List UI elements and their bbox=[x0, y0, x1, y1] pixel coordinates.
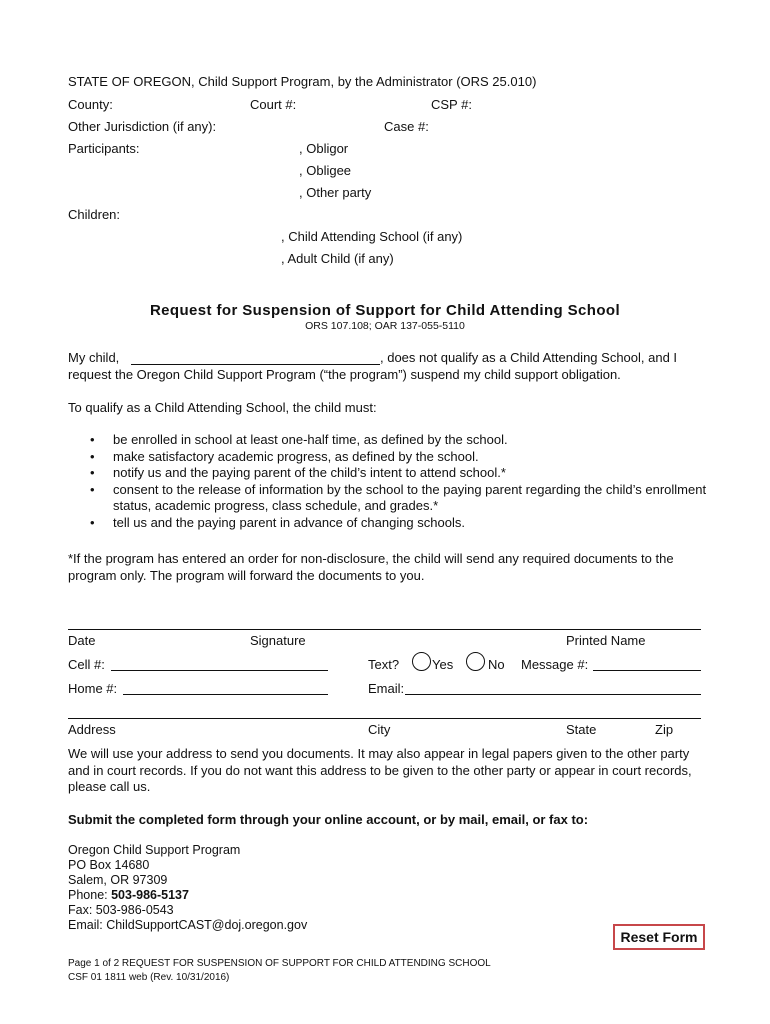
contact-po-box: PO Box 14680 bbox=[68, 858, 150, 872]
court-label: Court #: bbox=[250, 97, 297, 112]
contact-email: Email: ChildSupportCAST@doj.oregon.gov bbox=[68, 918, 308, 932]
list-item: • make satisfactory academic progress, as defined by the school. bbox=[68, 449, 708, 466]
reset-form-button[interactable]: Reset Form bbox=[613, 924, 705, 950]
obligor-label: , Obligor bbox=[299, 141, 349, 156]
phone-number: 503-986-5137 bbox=[111, 888, 189, 902]
nondisclosure-note: *If the program has entered an order for non-disclosure, the child will send any required documents to the program only. The program will forward the documents to you. bbox=[68, 551, 674, 583]
intro-prefix: My child, bbox=[68, 350, 120, 365]
cell-label: Cell #: bbox=[68, 657, 105, 672]
county-label: County: bbox=[68, 97, 113, 112]
contact-org: Oregon Child Support Program bbox=[68, 843, 241, 857]
cell-field[interactable] bbox=[111, 670, 328, 671]
text-yes-radio[interactable] bbox=[412, 652, 431, 671]
printed-name-label: Printed Name bbox=[566, 633, 646, 648]
csp-label: CSP #: bbox=[431, 97, 472, 112]
list-item: • consent to the release of information by the school to the paying parent regarding the child’s enrollment status, academic progress, class schedule, and grades.* bbox=[68, 482, 708, 515]
intro-line2: request the Oregon Child Support Program (“the program”) suspend my child support obligation. bbox=[68, 367, 621, 382]
child-attending-label: , Child Attending School (if any) bbox=[281, 229, 463, 244]
city-label: City bbox=[368, 722, 391, 737]
date-label: Date bbox=[68, 633, 96, 648]
no-label: No bbox=[488, 657, 505, 672]
text-no-radio[interactable] bbox=[466, 652, 485, 671]
footer-page-line: Page 1 of 2 REQUEST FOR SUSPENSION OF SUPPORT FOR CHILD ATTENDING SCHOOL bbox=[68, 958, 491, 969]
state-label: State bbox=[566, 722, 597, 737]
submit-heading: Submit the completed form through your online account, or by mail, email, or fax to: bbox=[68, 812, 589, 827]
address-label: Address bbox=[68, 722, 116, 737]
message-label: Message #: bbox=[521, 657, 589, 672]
phone-label: Phone: bbox=[68, 888, 112, 902]
obligee-label: , Obligee bbox=[299, 163, 352, 178]
other-party-label: , Other party bbox=[299, 185, 372, 200]
address-line[interactable] bbox=[68, 718, 701, 719]
home-field[interactable] bbox=[123, 694, 328, 695]
email-label: Email: bbox=[368, 681, 405, 696]
contact-block bbox=[68, 843, 307, 933]
list-item: • notify us and the paying parent of the child’s intent to attend school.* bbox=[68, 465, 708, 482]
contact-phone bbox=[68, 888, 307, 903]
adult-child-label: , Adult Child (if any) bbox=[281, 251, 394, 266]
footer bbox=[68, 957, 491, 984]
intro-rest: , does not qualify as a Child Attending School, and I bbox=[380, 350, 678, 365]
zip-label: Zip bbox=[655, 722, 674, 737]
footer-form-id: CSF 01 1811 web (Rev. 10/31/2016) bbox=[68, 971, 230, 983]
form-subtitle: ORS 107.108; OAR 137-055-5110 bbox=[305, 320, 465, 332]
list-item: • tell us and the paying parent in advance of changing schools. bbox=[68, 515, 708, 532]
home-label: Home #: bbox=[68, 681, 118, 696]
signature-line[interactable] bbox=[68, 629, 701, 630]
yes-label: Yes bbox=[432, 657, 454, 672]
case-label: Case #: bbox=[384, 119, 429, 134]
other-jurisdiction-label: Other Jurisdiction (if any): bbox=[68, 119, 217, 134]
children-label: Children: bbox=[68, 207, 121, 222]
qualify-intro: To qualify as a Child Attending School, the child must: bbox=[68, 400, 377, 415]
message-field[interactable] bbox=[593, 670, 701, 671]
contact-city-state: Salem, OR 97309 bbox=[68, 873, 168, 887]
form-title: Request for Suspension of Support for Child Attending School bbox=[149, 302, 621, 319]
signature-label: Signature bbox=[250, 633, 306, 648]
participants-label: Participants: bbox=[68, 141, 140, 156]
text-label: Text? bbox=[368, 657, 400, 672]
header-line: STATE OF OREGON, Child Support Program, by the Administrator (ORS 25.010) bbox=[68, 74, 537, 89]
requirements-list bbox=[68, 432, 708, 531]
list-item: • be enrolled in school at least one-half time, as defined by the school. bbox=[68, 432, 708, 449]
child-name-field[interactable] bbox=[131, 364, 380, 365]
address-note: We will use your address to send you documents. It may also appear in legal papers given to the other party and in court records. If you do not want this address to be given to the other party or appear in court records, please call us. bbox=[68, 746, 692, 794]
email-field[interactable] bbox=[405, 694, 701, 695]
contact-fax: Fax: 503-986-0543 bbox=[68, 903, 174, 917]
